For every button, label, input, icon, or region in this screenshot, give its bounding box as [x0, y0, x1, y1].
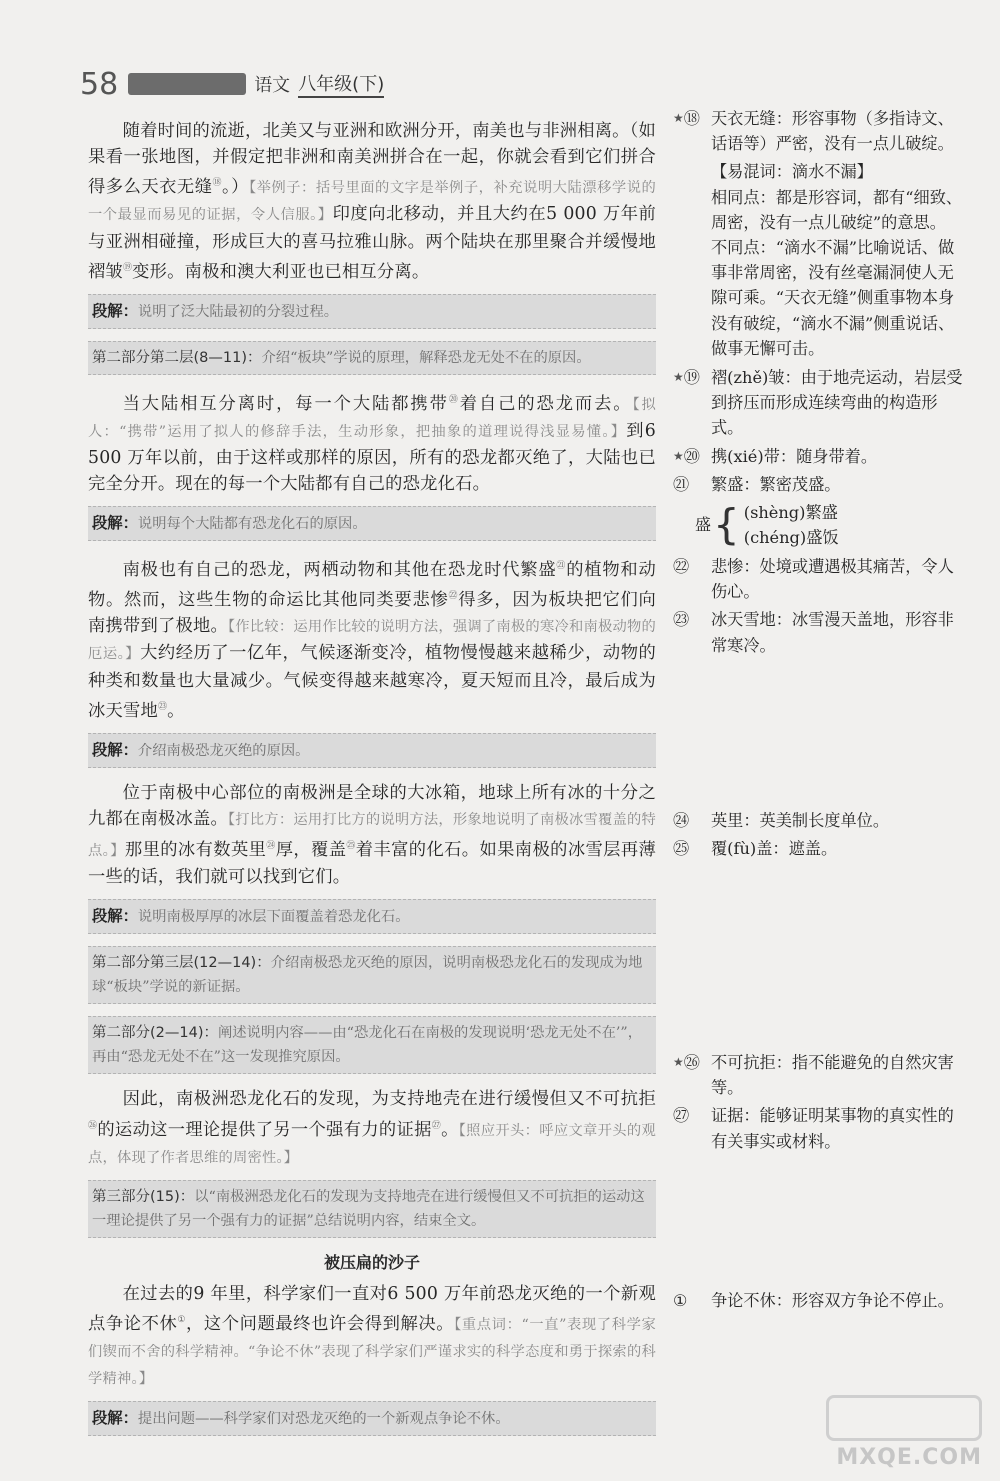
para-text: 位于南极中心部位的南极洲是全球的大冰箱，地球上所有冰的十分之九都在南极冰盖。 — [88, 782, 656, 830]
para-text: ，这个问题最终也许会得到解决。 — [186, 1313, 455, 1334]
footnote-ref: ㉕ — [346, 841, 356, 852]
note-number: ㉗ — [673, 1106, 690, 1126]
watermark — [826, 1395, 982, 1470]
paragraph-analysis — [88, 294, 656, 329]
annotation: 【照应开头：呼应文章开头的观点，体现了作者思维的周密性。】 — [88, 1122, 657, 1166]
paragraph-12 — [88, 553, 656, 724]
analysis-content: 说明南极厚厚的冰层下面覆盖着恐龙化石。 — [137, 909, 410, 926]
confuse-word-diff: 不同点：“滴水不漏”比喻说话、做事非常周密，没有丝毫漏洞使人无隙可乘。“天衣无缝”侧重事物本身没有破绽，“滴水不漏”侧重说话、做事无懈可击。 — [711, 238, 955, 358]
paragraph-13 — [88, 780, 656, 891]
analysis-label: 段解： — [92, 1409, 138, 1428]
footnote-ref: ㉒ — [448, 591, 459, 602]
section-analysis — [88, 341, 656, 375]
page-header — [80, 64, 384, 104]
note-number: ㉔ — [673, 811, 690, 830]
para-text: 当大陆相互分离时，每一个大陆都携带 — [122, 393, 449, 414]
para-text: 那里的冰有数英里 — [124, 840, 267, 861]
note-21 — [673, 472, 963, 497]
polyphone-char: 盛 — [695, 515, 712, 535]
confuse-word-title: 【易混词：滴水不漏】 — [711, 162, 873, 182]
brace-icon: { — [713, 500, 740, 550]
analysis-label: 段解： — [92, 907, 138, 926]
para-text: 随着时间的流逝，北美又与亚洲和欧洲分开，南美也与非洲相离。（如果看一张地图，并假定把非洲和南美洲拼合在一起，你就会看到它们拼合得多么天衣无缝 — [88, 121, 656, 198]
note-text: 冰天雪地：冰雪漫天盖地，形容非常寒冷。 — [711, 610, 954, 655]
paragraph-analysis — [88, 1401, 656, 1436]
footnote-ref: ㉔ — [266, 841, 276, 852]
star-icon: ★ — [673, 370, 684, 385]
footnote-ref: ㉓ — [157, 701, 168, 712]
analysis-content: 介绍“板块”学说的原理，解释恐龙无处不在的原因。 — [261, 349, 591, 366]
para-text: 到6 500 万年以前，由于这样或那样的原因，所有的恐龙都灭绝了，大陆也已完全分开。现在的每一个大陆都有自己的恐龙化石。 — [88, 420, 656, 495]
analysis-label: 第二部分第三层(12—14)： — [92, 955, 271, 972]
analysis-content: 说明每个大陆都有恐龙化石的原因。 — [137, 516, 367, 533]
annotation: 【举例子：括号里面的文字是举例子，补充说明大陆漂移学说的一个最显而易见的证据，令人信服。】 — [88, 180, 656, 224]
polyphone-option: (chéng)盛饭 — [743, 528, 839, 548]
footnote-ref: ⑳ — [448, 394, 460, 405]
star-icon: ★ — [673, 1055, 684, 1069]
note-number: ㉒ — [673, 557, 690, 577]
analysis-label: 第二部分(2—14)： — [92, 1025, 218, 1042]
analysis-label: 段解： — [92, 514, 138, 533]
note-number: ㉓ — [673, 610, 690, 630]
note-text: 英里：英美制长度单位。 — [711, 811, 890, 830]
footnote-ref: ⑲ — [122, 262, 133, 273]
watermark-text: MXQE.COM — [836, 1445, 982, 1470]
para-text: 在过去的9 年里，科学家们一直对6 500 万年前恐龙灭绝的一个新观点争论不休 — [88, 1283, 656, 1334]
para-text: 因此，南极洲恐龙化石的发现，为支持地壳在进行缓慢但又不可抗拒 — [122, 1089, 656, 1110]
annotation: 【重点词：“一直”表现了科学家们锲而不舍的科学精神。“争论不休”表现了科学家们严谨求实的科学态度和勇于探索的科学精神。】 — [88, 1316, 656, 1388]
note-text: 争论不休：形容双方争论不停止。 — [711, 1291, 954, 1310]
section-analysis — [88, 946, 656, 1004]
note-1 — [673, 1288, 963, 1313]
section-analysis — [88, 1016, 656, 1074]
para-text: 南极也有自己的恐龙，两栖动物和其他在恐龙时代繁盛 — [122, 560, 557, 581]
analysis-content: 介绍南极恐龙灭绝的原因，说明南极恐龙化石的发现成为地球“板块”学说的新证据。 — [92, 955, 643, 996]
note-number: ⑳ — [683, 446, 700, 466]
star-icon: ★ — [673, 111, 684, 125]
star-icon: ★ — [673, 448, 684, 463]
analysis-content: 阐述说明内容——由“恐龙化石在南极的发现说明‘恐龙无处不在’”，再由“恐龙无处不在”这一发现推究原因。 — [92, 1025, 643, 1066]
note-23 — [673, 607, 963, 657]
page-number: 58 — [80, 66, 119, 102]
polyphone-option: (shèng)繁盛 — [743, 503, 838, 523]
subject-label: 语文 — [254, 75, 291, 96]
note-text: 繁盛：繁密茂盛。 — [711, 474, 841, 494]
note-number: ㉖ — [683, 1053, 700, 1072]
footnote-ref: ㉖ — [88, 1120, 98, 1131]
side-notes-top — [673, 106, 963, 661]
note-text: 天衣无缝：形容事物（多指诗文、话语等）严密，没有一点儿破绽。 — [711, 109, 954, 154]
book-badge — [128, 73, 246, 95]
note-22 — [673, 554, 963, 604]
para-text: 着自己的恐龙而去。 — [459, 393, 633, 414]
annotation: 【作比较：运用作比较的说明方法，强调了南极的寒冷和南极动物的厄运。】 — [88, 619, 656, 663]
para-text: 大约经历了一亿年，气候逐渐变冷，植物慢慢越来越稀少，动物的种类和数量也大量减少。气候变得越来越寒冷，夏天短而且冷，最后成为冰天雪地 — [88, 643, 656, 721]
grade-label: 八年级(下) — [298, 70, 384, 98]
footnote-ref: ㉑ — [556, 561, 567, 572]
note-text: 褶(zhě)皱：由于地壳运动，岩层受到挤压而形成连续弯曲的构造形式。 — [711, 368, 963, 438]
para-text: 。） — [222, 177, 249, 198]
annotation: 【打比方：运用打比方的说明方法，形象地说明了南极冰雪覆盖的特点。】 — [88, 812, 656, 860]
para-text: 的运动这一理论提供了另一个强有力的证据 — [97, 1119, 432, 1140]
analysis-label: 第二部分第二层(8—11)： — [92, 349, 262, 366]
side-notes-lower — [673, 1050, 963, 1157]
analysis-label: 段解： — [92, 740, 138, 759]
note-number: ㉕ — [673, 839, 690, 859]
paragraph-1 — [88, 1281, 656, 1393]
side-notes-mid — [673, 808, 963, 864]
paragraph-analysis — [88, 733, 656, 768]
note-18 — [673, 106, 963, 156]
annotation: 【拟人：“携带”运用了拟人的修辞手法，生动形象，把抽象的道理说得浅显易懂。】 — [88, 396, 657, 440]
side-notes-bottom — [673, 1288, 963, 1316]
para-text: 得多，因为板块把它们向南携带到了极地。 — [88, 590, 656, 637]
analysis-label: 段解： — [92, 301, 138, 320]
paragraph-15 — [88, 1086, 656, 1170]
analysis-content: 说明了泛大陆最初的分裂过程。 — [137, 303, 339, 320]
analysis-content: 提出问题——科学家们对恐龙灭绝的一个新观点争论不休。 — [137, 1411, 510, 1428]
watermark-logo-icon — [826, 1395, 982, 1441]
analysis-label: 第三部分(15)： — [92, 1188, 195, 1205]
main-column — [88, 118, 656, 1448]
note-number: ⑲ — [683, 368, 700, 388]
para-text: 印度向北移动，并且大约在5 000 万年前与亚洲相碰撞，形成巨大的喜马拉雅山脉。两个陆块在那里聚合并缓慢地褶皱 — [88, 204, 656, 282]
confuse-word-same: 相同点：都是形容词，都有“细致、周密，没有一点儿破绽”的意思。 — [711, 187, 963, 232]
note-20 — [673, 444, 963, 469]
analysis-content: 以“南极洲恐龙化石的发现为支持地壳在进行缓慢但又不可抗拒的运动这一理论提供了另一个强有力的证据”总结说明内容，结束全文。 — [92, 1188, 645, 1229]
note-text: 携(xié)带：随身带着。 — [711, 446, 878, 466]
para-text: 。 — [441, 1119, 459, 1140]
note-24 — [673, 808, 963, 833]
note-25 — [673, 836, 963, 861]
para-text: 的植物和动物。然而，这些生物的命运比其他同类要悲惨 — [88, 560, 656, 611]
para-text: 变形。南极和澳大利亚也已相互分离。 — [132, 261, 430, 282]
paragraph-analysis — [88, 506, 656, 541]
note-text: 悲惨：处境或遭遇极其痛苦，令人伤心。 — [711, 557, 954, 602]
note-text: 覆(fù)盖：遮盖。 — [711, 839, 838, 859]
polyphone-sheng — [673, 500, 963, 550]
note-text: 证据：能够证明某事物的真实性的有关事实或材料。 — [711, 1106, 954, 1151]
para-text: 着丰富的化石。如果南极的冰雪层再薄一些的话，我们就可以找到它们。 — [88, 840, 656, 888]
paragraph-analysis — [88, 899, 656, 934]
note-19 — [673, 365, 963, 441]
footnote-ref: ㉗ — [431, 1120, 442, 1131]
footnote-ref: ① — [177, 1315, 187, 1325]
section-analysis — [88, 1180, 656, 1238]
paragraph-10 — [88, 118, 656, 285]
note-text: 不可抗拒：指不能避免的自然灾害等。 — [711, 1053, 954, 1098]
para-text: 厚，覆盖 — [275, 840, 347, 861]
paragraph-11 — [88, 387, 656, 498]
footnote-ref: ⑱ — [212, 178, 223, 189]
note-number: ① — [673, 1291, 688, 1310]
note-26 — [673, 1050, 963, 1100]
note-27 — [673, 1103, 963, 1153]
note-number: ⑱ — [683, 109, 700, 128]
section-title: 被压扁的沙子 — [323, 1252, 420, 1272]
analysis-content: 介绍南极恐龙灭绝的原因。 — [137, 742, 310, 759]
note-number: ㉑ — [673, 474, 690, 494]
para-text: 。 — [167, 700, 185, 721]
